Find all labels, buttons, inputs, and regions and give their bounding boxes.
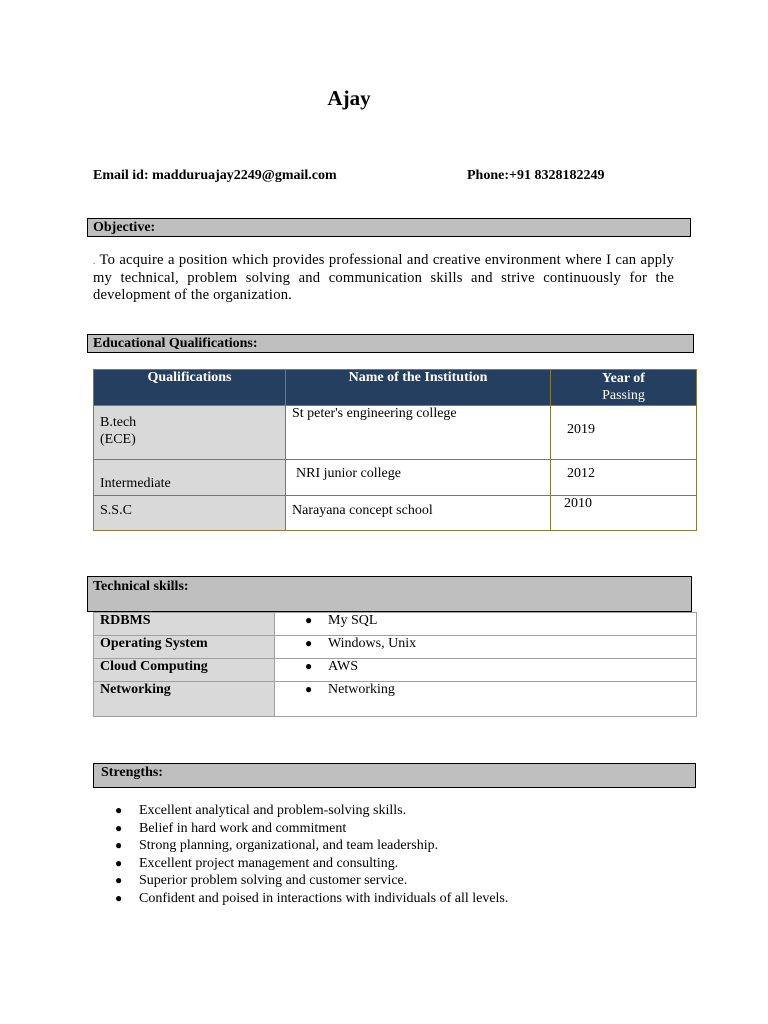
technical-skills-heading: Technical skills: [87,576,692,612]
education-heading: Educational Qualifications: [87,334,694,353]
institution-cell: St peter's engineering college [286,406,551,460]
institution-cell: Narayana concept school [286,496,551,531]
bullet-icon: ● [305,659,313,673]
bullet-icon: ● [115,820,123,835]
skill-value-cell [275,659,697,682]
col-header-institution: Name of the Institution [286,370,551,406]
technical-skills-table [93,612,697,717]
table-row [94,682,697,717]
skill-value-cell [275,636,697,659]
skill-label: Cloud Computing [94,659,275,682]
list-item: ● Superior problem solving and customer service. [115,873,408,889]
strengths-list [115,802,509,908]
qualification-cell: B.tech (ECE) [94,406,286,460]
list-item: ● Strong planning, organizational, and team leadership. [115,838,439,854]
bullet-icon: ● [305,613,313,627]
education-table [93,369,697,531]
skill-label: Operating System [94,636,275,659]
table-row [94,636,697,659]
col-header-year-sub: Passing [602,388,645,403]
skill-value: My SQL [328,613,378,628]
skill-value: Networking [328,682,395,697]
institution-cell: NRI junior college [286,460,551,496]
table-row [94,659,697,682]
col-header-year: Year of Passing [551,370,697,406]
bullet-icon: ● [305,682,313,696]
bullet-icon: ● [115,803,123,817]
bullet-icon: ● [305,636,313,650]
year-cell: 2019 [551,406,697,460]
objective-paragraph [93,252,674,304]
bullet-icon: ● [115,855,123,870]
strengths-heading: Strengths: [93,763,696,788]
phone-text: Phone:+91 8328182249 [467,168,605,183]
list-item: ● Confident and poised in interactions with individuals of all levels. [115,890,509,906]
skill-label: RDBMS [94,613,275,636]
email-text: Email id: madduruajay2249@gmail.com [93,168,337,183]
skill-value: AWS [328,659,358,674]
bullet-icon: ● [115,838,123,853]
skill-label: Networking [94,682,275,717]
table-row [94,460,697,496]
objective-heading: Objective: [87,218,691,237]
skill-value-cell [275,613,697,636]
skill-value: Windows, Unix [328,636,417,651]
bullet-icon: ● [115,873,123,888]
bullet-icon: ● [115,890,123,905]
resume-name: Ajay [327,86,371,110]
table-row [94,613,697,636]
list-item: ● Excellent analytical and problem-solving skills. [115,803,407,818]
objective-text: To acquire a position which provides professional and creative environment where I can apply my technical, problem solving and communication skills and strive continuously for the development of the organization. [93,252,674,303]
list-item: ● Belief in hard work and commitment [115,820,347,836]
year-cell: 2012 [551,460,697,496]
table-row [94,496,697,531]
year-cell: 2010 [551,496,697,531]
objective-lead-mark: . [93,256,96,266]
skill-value-cell [275,682,697,717]
qualification-cell: S.S.C [94,496,286,531]
list-item: ● Excellent project management and consulting. [115,855,399,871]
qualification-cell: Intermediate [94,460,286,496]
col-header-qualifications: Qualifications [94,370,286,406]
education-header-row [94,370,697,406]
table-row [94,406,697,460]
